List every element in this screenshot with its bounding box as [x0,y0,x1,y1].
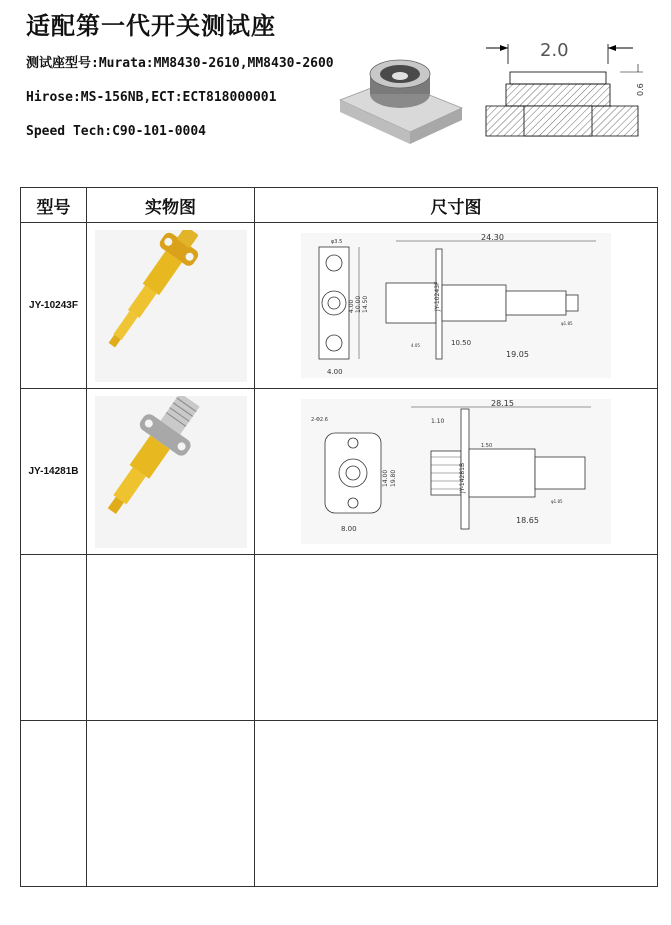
header-model: 型号 [21,188,87,223]
svg-text:10.50: 10.50 [451,339,472,347]
drawing-cell [255,555,658,721]
drawing-cell [255,389,658,555]
svg-text:2-Φ2.6: 2-Φ2.6 [311,417,328,423]
page-title: 适配第一代开关测试座 [26,11,276,40]
spec-line-speedtech: Speed Tech:C90-101-0004 [26,124,207,139]
socket-3d-illustration [330,52,470,148]
svg-text:φ1.85: φ1.85 [561,321,573,326]
svg-text:14.50: 14.50 [362,295,369,313]
model-cell: JY-10243F [21,223,87,389]
svg-text:8.00: 8.00 [341,525,357,533]
svg-text:φ1.85: φ1.85 [551,499,563,504]
socket-dimension-drawing [478,34,653,144]
header-photo: 实物图 [87,188,255,223]
svg-text:φ3.5: φ3.5 [331,239,343,245]
photo-cell [87,223,255,389]
svg-text:28.15: 28.15 [491,399,514,408]
drawing-cell [255,721,658,887]
connector-photo-jy10243f [95,230,247,382]
svg-text:18.65: 18.65 [516,516,539,525]
svg-text:0.6: 0.6 [636,83,645,96]
svg-text:10.00: 10.00 [355,295,362,313]
model-cell [21,555,87,721]
dimension-drawing-jy10243f [301,233,611,378]
table-row [21,223,658,389]
svg-text:2.0: 2.0 [540,40,569,61]
spec-line-testsocket: 测试座型号:Murata:MM8430-2610,MM8430-2600 [26,56,334,71]
svg-text:4.05: 4.05 [411,343,420,348]
svg-text:1.10: 1.10 [431,418,445,425]
connector-photo-jy14281b [95,396,247,548]
svg-text:1.50: 1.50 [481,443,493,449]
svg-text:19.80: 19.80 [390,469,397,487]
photo-cell [87,389,255,555]
svg-text:JY-14281B: JY-14281B [459,462,466,493]
svg-text:14.00: 14.00 [382,469,389,487]
table-row [21,555,658,721]
photo-cell [87,555,255,721]
drawing-cell [255,223,658,389]
svg-text:4.00: 4.00 [348,299,355,313]
header-drawing: 尺寸图 [255,188,658,223]
photo-cell [87,721,255,887]
svg-text:JY-10243F: JY-10243F [434,281,441,311]
spec-line-hirose: Hirose:MS-156NB,ECT:ECT818000001 [26,90,277,105]
product-table [20,187,658,887]
table-row [21,721,658,887]
table-row [21,389,658,555]
svg-text:19.05: 19.05 [506,350,529,359]
svg-text:4.00: 4.00 [327,368,343,376]
model-cell: JY-14281B [21,389,87,555]
model-cell [21,721,87,887]
dimension-drawing-jy14281b [301,399,611,544]
svg-text:24.30: 24.30 [481,233,504,242]
